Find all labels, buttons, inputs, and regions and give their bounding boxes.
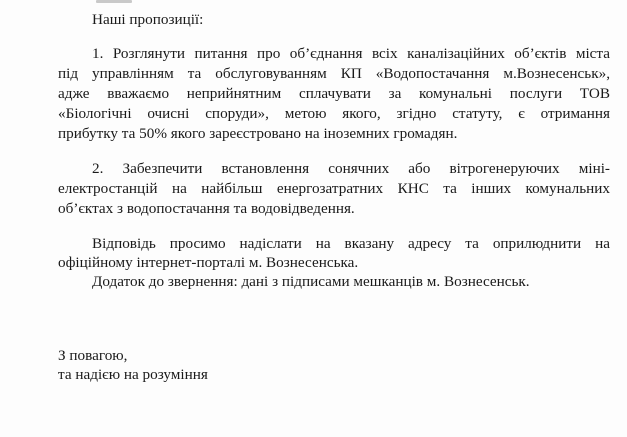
proposals-heading: Наші пропозиції: (92, 11, 204, 28)
proposal-1-line: під управлінням та обслуговуванням КП «Водопостачання м.Вознесенськ», (58, 65, 610, 82)
scan-artifact (96, 0, 132, 3)
proposal-1-line: «Біологічні очисні споруди», метою якого, згідно статуту, є отримання (58, 105, 610, 122)
closing-line: З повагою, (58, 347, 128, 364)
proposal-1-line: адже вважаємо неприйнятним сплачувати за комунальні послуги ТОВ (58, 85, 610, 102)
request-line: офіційному інтернет-порталі м. Вознесенська. (58, 254, 359, 271)
proposal-2-line: 2. Забезпечити встановлення сонячних або вітрогенеруючих міні- (92, 160, 610, 177)
proposal-1-line: 1. Розглянути питання про об’єднання всіх каналізаційних об’єктів міста (92, 45, 610, 62)
request-line: Відповідь просимо надіслати на вказану адресу та оприлюднити на (92, 235, 610, 252)
closing-line: та надією на розуміння (58, 366, 208, 383)
attachment-note: Додаток до звернення: дані з підписами мешканців м. Вознесенськ. (92, 273, 530, 290)
proposal-1-line: прибутку та 50% якого зареєстровано на іноземних громадян. (58, 125, 458, 142)
proposal-2-line: об’єктах з водопостачання та водовідведення. (58, 200, 355, 217)
proposal-2-line: електростанцій на найбільш енергозатратних КНС та інших комунальних (58, 180, 610, 197)
